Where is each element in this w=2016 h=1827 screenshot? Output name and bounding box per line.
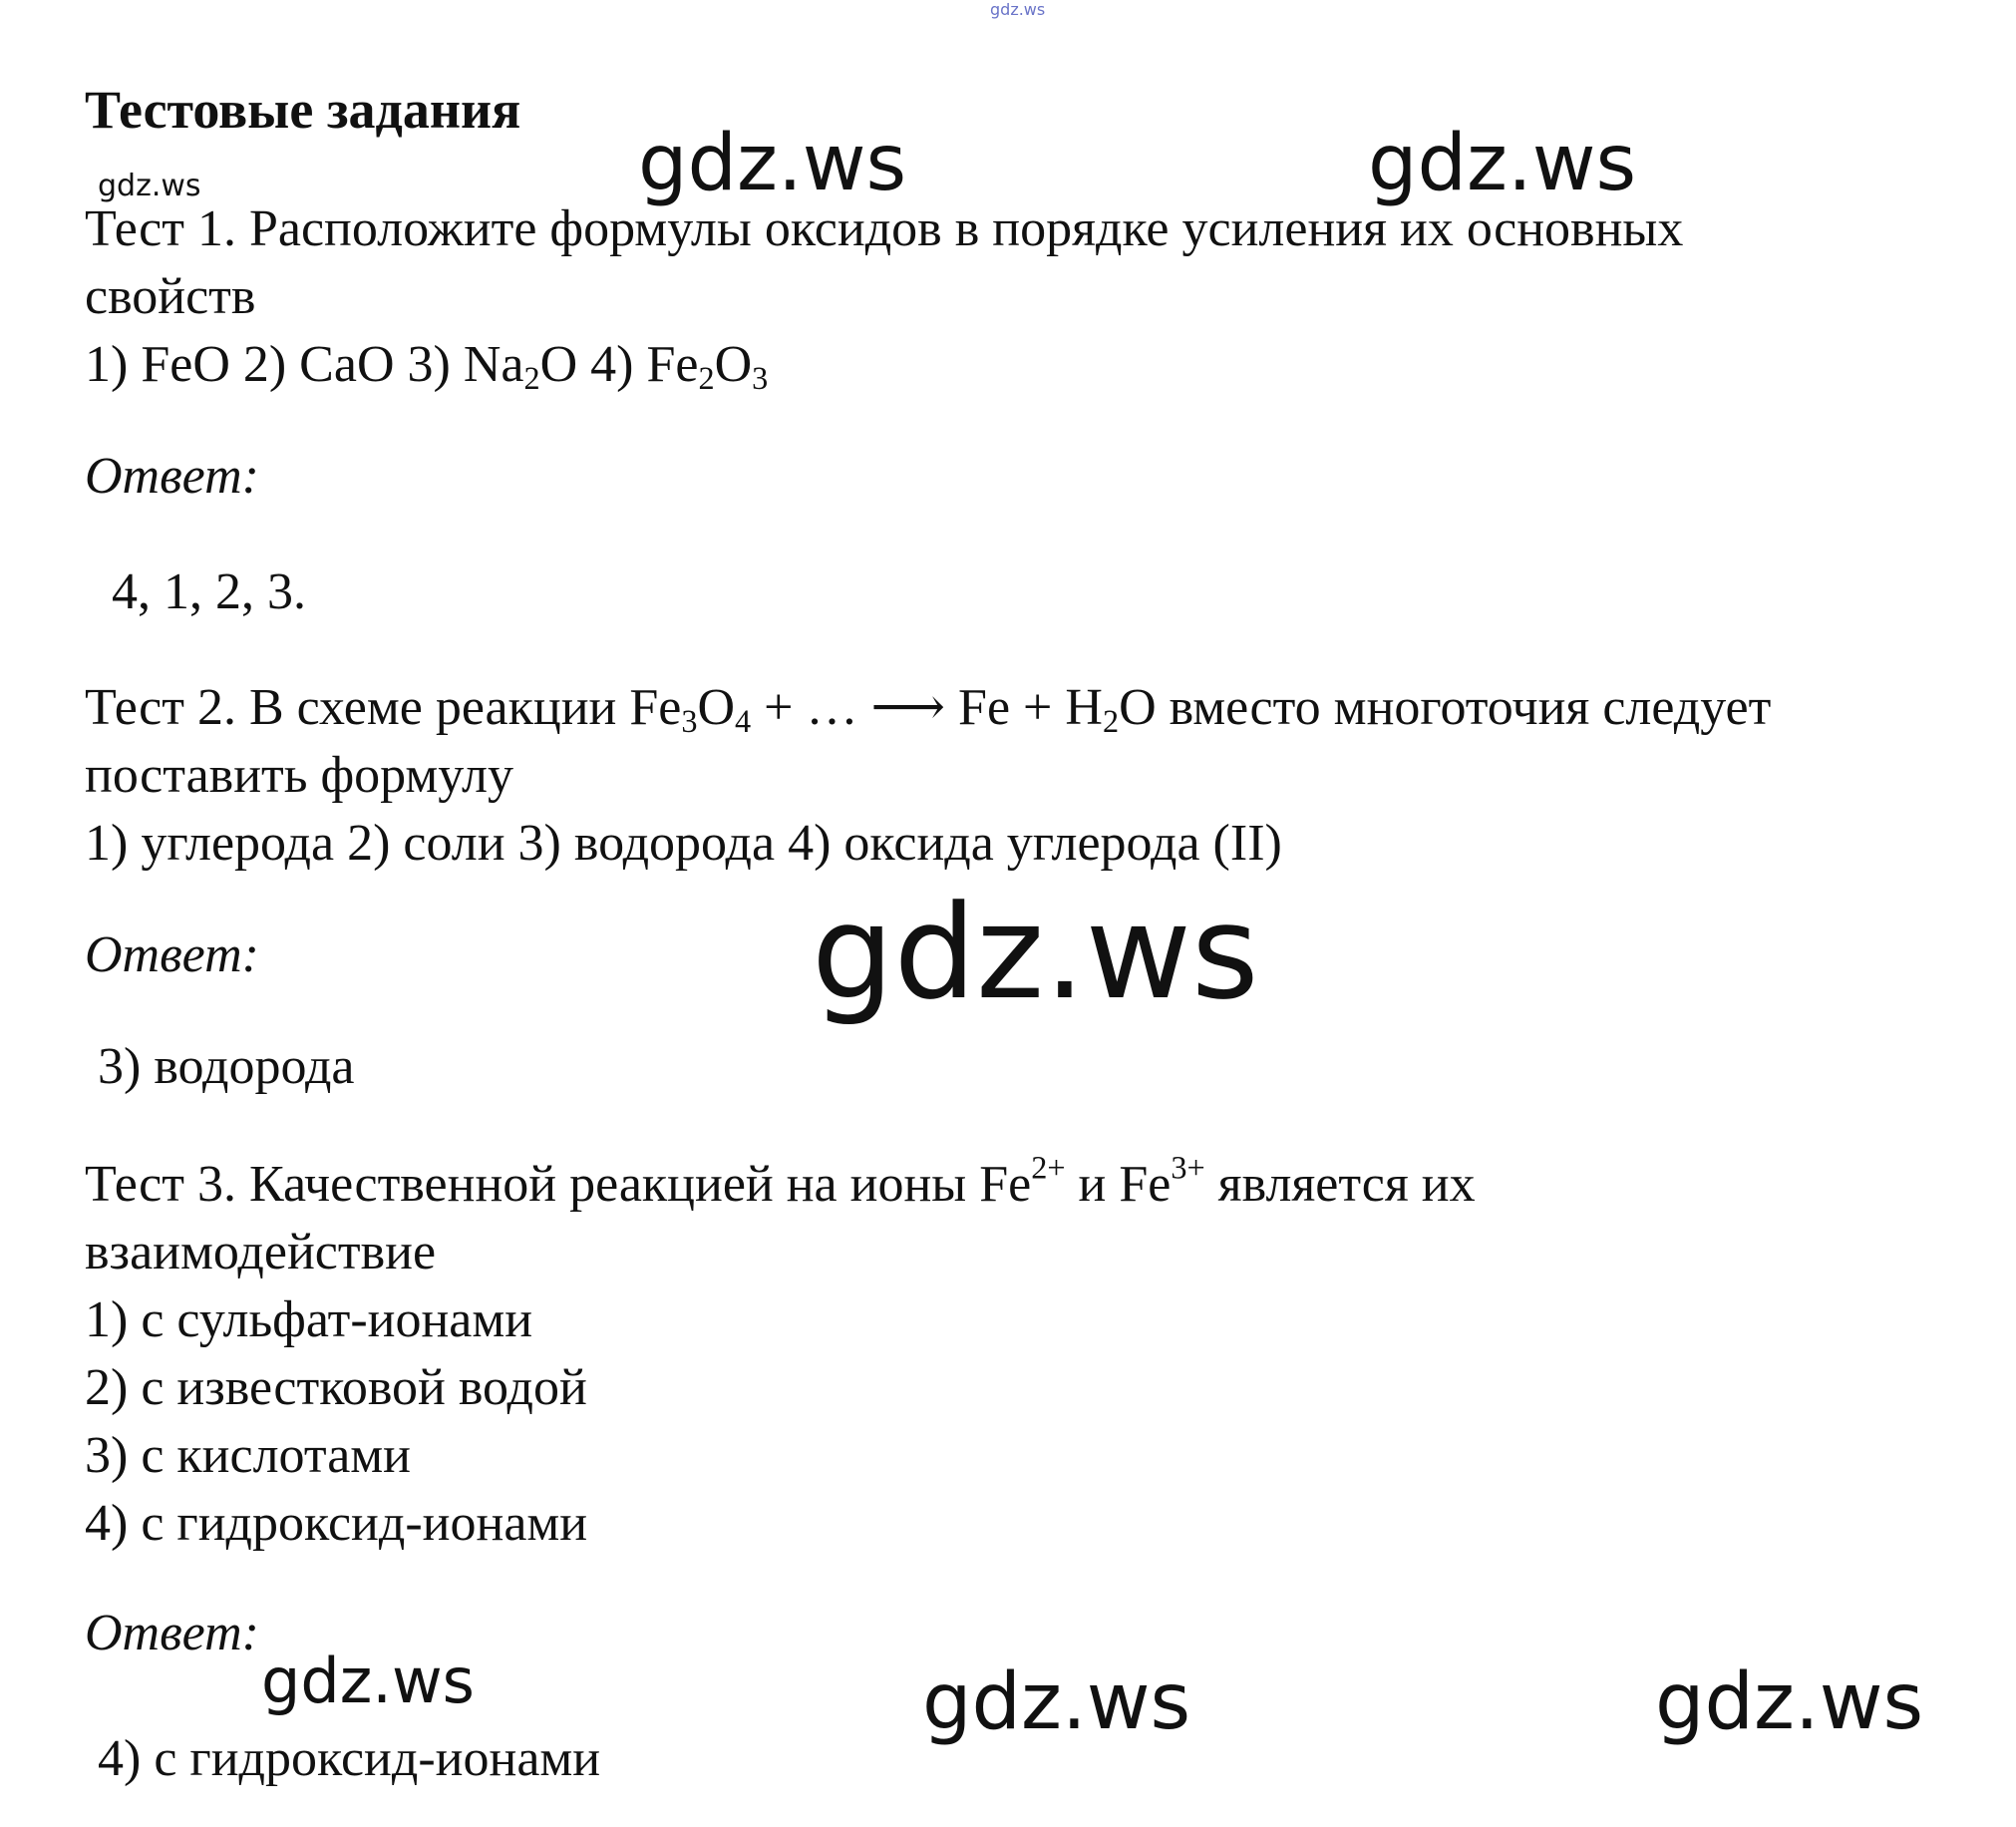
test3-option-4: 4) с гидроксид-ионами [85, 1495, 588, 1552]
watermark-small: gdz.ws [98, 169, 201, 203]
test2-answer-label: Ответ: [85, 926, 259, 983]
test3-option-1: 1) с сульфат-ионами [85, 1291, 533, 1348]
watermark-3: gdz.ws [812, 877, 1259, 1028]
test1-answer: 4, 1, 2, 3. [112, 563, 306, 620]
test2-answer: 3) водорода [98, 1038, 355, 1095]
watermark-1: gdz.ws [638, 119, 907, 208]
test3-answer: 4) с гидроксид-ионами [98, 1730, 601, 1787]
test3-option-2: 2) с известковой водой [85, 1359, 587, 1416]
test2-question-line1: Тест 2. В схеме реакции $Fe_3O_4$ + … ⟶ $Fe + H_2O$ вместо многоточия следует [85, 679, 1772, 740]
test3-question-line1: Тест 3. Качественной реакцией на ионы $Fe^{2+}$ и $Fe^{3+}$ является их [85, 1149, 1476, 1213]
page-title: Тестовые задания [85, 80, 521, 140]
watermark-top: gdz.ws [990, 0, 1046, 19]
watermark-5: gdz.ws [922, 1657, 1191, 1747]
watermark-2: gdz.ws [1368, 119, 1637, 208]
test2-options: 1) углерода 2) соли 3) водорода 4) оксида углерода (II) [85, 815, 1282, 872]
test2-question-line2: поставить формулу [85, 747, 513, 804]
test1-question-line2: свойств [85, 268, 256, 325]
test1-answer-label: Ответ: [85, 448, 259, 505]
watermark-6: gdz.ws [1655, 1657, 1924, 1747]
test3-option-3: 3) с кислотами [85, 1427, 412, 1484]
watermark-4: gdz.ws [261, 1644, 475, 1717]
test3-answer-label: Ответ: [85, 1605, 259, 1661]
test3-question-line2: взаимодействие [85, 1224, 437, 1280]
test1-question-line1: Тест 1. Расположите формулы оксидов в порядке усиления их основных [85, 200, 1684, 257]
test1-options: 1) FeO 2) CaO 3) $Na_2O$ 4) $Fe_2O_3$ [85, 336, 769, 397]
